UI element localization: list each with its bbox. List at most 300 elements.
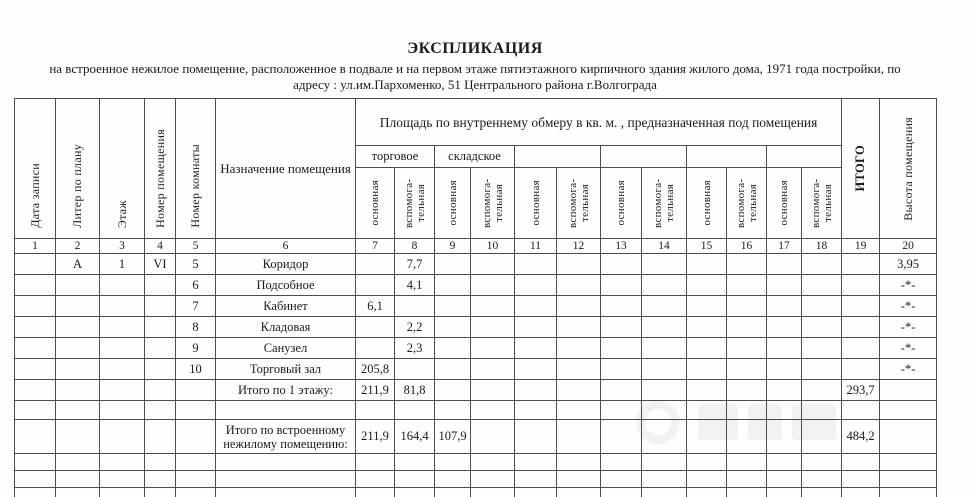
column-number: 1 [15, 239, 56, 254]
header-subcol [395, 168, 435, 239]
table-cell [100, 317, 145, 338]
table-cell [642, 471, 687, 488]
table-cell [145, 488, 176, 497]
table-cell [687, 401, 727, 420]
table-cell: Итого по 1 этажу: [216, 380, 356, 401]
column-number: 13 [601, 239, 642, 254]
table-cell [557, 401, 601, 420]
table-cell [471, 338, 515, 359]
table-cell [515, 454, 557, 471]
header-premise-number-label: Номер помещения [152, 129, 167, 228]
header-subcol [471, 168, 515, 239]
table-cell: 7,7 [395, 254, 435, 275]
table-cell [767, 296, 802, 317]
table-cell [471, 471, 515, 488]
table-cell [356, 317, 395, 338]
table-cell [145, 296, 176, 317]
table-row [15, 401, 937, 420]
table-cell [471, 359, 515, 380]
column-number: 16 [727, 239, 767, 254]
column-number: 6 [216, 239, 356, 254]
table-cell [842, 317, 880, 338]
table-cell [842, 471, 880, 488]
table-cell [15, 471, 56, 488]
column-number: 19 [842, 239, 880, 254]
table-cell [15, 380, 56, 401]
table-cell [802, 420, 842, 454]
table-cell [395, 401, 435, 420]
table-cell [435, 454, 471, 471]
column-number: 4 [145, 239, 176, 254]
header-subcol [435, 168, 471, 239]
table-cell [642, 488, 687, 497]
table-body [15, 254, 937, 497]
table-cell [15, 401, 56, 420]
header-subcol [557, 168, 601, 239]
table-cell [100, 338, 145, 359]
table-cell [767, 471, 802, 488]
table-cell: 2,2 [395, 317, 435, 338]
table-cell [100, 454, 145, 471]
table-cell [802, 380, 842, 401]
table-cell [727, 420, 767, 454]
table-cell [842, 296, 880, 317]
table-cell [435, 471, 471, 488]
header-subcol [642, 168, 687, 239]
table-cell [435, 338, 471, 359]
table-cell [842, 488, 880, 497]
table-cell [15, 296, 56, 317]
table-row [15, 275, 937, 296]
table-cell [515, 380, 557, 401]
table-cell: 164,4 [395, 420, 435, 454]
table-cell [601, 317, 642, 338]
table-cell [687, 359, 727, 380]
table-cell [176, 454, 216, 471]
table-cell [727, 317, 767, 338]
header-total-label: ИТОГО [853, 145, 868, 192]
table-cell [515, 338, 557, 359]
table-cell [727, 488, 767, 497]
header-group-empty-3 [687, 146, 767, 168]
header-liter-column [56, 99, 100, 239]
table-cell [435, 275, 471, 296]
column-number: 3 [100, 239, 145, 254]
table-cell [557, 471, 601, 488]
table-cell [56, 338, 100, 359]
table-cell: 9 [176, 338, 216, 359]
table-cell [356, 401, 395, 420]
header-subcol-label: основная [700, 180, 713, 226]
table-cell [802, 296, 842, 317]
table-cell: 6 [176, 275, 216, 296]
table-cell [56, 380, 100, 401]
table-cell [435, 317, 471, 338]
table-cell [767, 275, 802, 296]
table-cell [601, 420, 642, 454]
header-liter-label: Литер по плану [70, 144, 84, 228]
table-row [15, 254, 937, 275]
table-cell: 4,1 [395, 275, 435, 296]
table-cell [727, 338, 767, 359]
table-cell [145, 338, 176, 359]
table-cell [880, 380, 937, 401]
table-cell: 6,1 [356, 296, 395, 317]
table-cell [601, 296, 642, 317]
table-cell: 10 [176, 359, 216, 380]
header-room-number-label: Номер комнаты [188, 144, 202, 228]
table-cell [642, 275, 687, 296]
table-cell [145, 380, 176, 401]
table-cell: 205,8 [356, 359, 395, 380]
column-number: 14 [642, 239, 687, 254]
table-cell [802, 359, 842, 380]
table-cell [395, 296, 435, 317]
table-cell [557, 317, 601, 338]
table-cell [767, 359, 802, 380]
table-cell [601, 471, 642, 488]
table-cell [471, 296, 515, 317]
table-cell: 2,3 [395, 338, 435, 359]
table-cell [515, 317, 557, 338]
table-cell [176, 471, 216, 488]
table-cell [515, 275, 557, 296]
table-cell [515, 420, 557, 454]
table-cell: -*- [880, 338, 937, 359]
table-header [15, 99, 937, 254]
column-numbers-row [15, 239, 937, 254]
page-subtitle: на встроенное нежилое помещение, расположенное в подвале и на первом этаже пятиэтажного кирпичного здания жилого дома, 1971 года постройки, по адресу : ул.им.Пархоменко, 51 Центрального района г.Волгограда [49, 61, 901, 92]
table-cell [687, 380, 727, 401]
table-cell [100, 296, 145, 317]
table-cell: А [56, 254, 100, 275]
table-cell [557, 296, 601, 317]
table-cell: -*- [880, 296, 937, 317]
table-cell [471, 454, 515, 471]
table-cell: Санузел [216, 338, 356, 359]
table-cell [216, 401, 356, 420]
table-cell [515, 488, 557, 497]
column-number: 15 [687, 239, 727, 254]
header-floor-column [100, 99, 145, 239]
table-cell [642, 359, 687, 380]
table-cell [15, 359, 56, 380]
table-cell [471, 488, 515, 497]
header-subcol-label: вспомога-тельная [402, 178, 427, 228]
explication-table [14, 98, 937, 497]
table-cell [557, 275, 601, 296]
table-cell [557, 254, 601, 275]
table-cell [727, 359, 767, 380]
table-cell [802, 338, 842, 359]
table-cell [842, 254, 880, 275]
table-cell: Кабинет [216, 296, 356, 317]
header-height-column [880, 99, 937, 239]
table-cell [15, 317, 56, 338]
table-cell [802, 471, 842, 488]
table-row [15, 338, 937, 359]
table-cell: -*- [880, 275, 937, 296]
header-subcol-label: основная [778, 180, 790, 226]
header-subcol-label: вспомога-тельная [652, 178, 676, 228]
header-subcol [802, 168, 842, 239]
table-cell [642, 296, 687, 317]
table-cell [356, 471, 395, 488]
table-cell [15, 254, 56, 275]
header-subcol [515, 168, 557, 239]
header-room-number-column [176, 99, 216, 239]
table-cell [176, 420, 216, 454]
column-number: 12 [557, 239, 601, 254]
table-cell [601, 275, 642, 296]
table-cell [727, 275, 767, 296]
header-subcol-label: вспомога-тельная [734, 178, 759, 228]
table-cell [601, 254, 642, 275]
table-cell: Коридор [216, 254, 356, 275]
header-subcol [601, 168, 642, 239]
table-row [15, 380, 937, 401]
header-date-column [15, 99, 56, 239]
table-cell: 293,7 [842, 380, 880, 401]
table-cell [687, 420, 727, 454]
table-cell [842, 401, 880, 420]
table-cell [515, 359, 557, 380]
table-cell [15, 488, 56, 497]
table-cell [15, 338, 56, 359]
table-cell [727, 296, 767, 317]
header-subcol-label: основная [446, 180, 459, 226]
table-cell [435, 401, 471, 420]
table-cell [145, 471, 176, 488]
table-cell [601, 401, 642, 420]
column-number: 11 [515, 239, 557, 254]
table-cell [176, 488, 216, 497]
table-cell [880, 471, 937, 488]
table-cell [56, 471, 100, 488]
table-cell: 484,2 [842, 420, 880, 454]
table-cell [767, 454, 802, 471]
table-cell [145, 359, 176, 380]
table-cell: 8 [176, 317, 216, 338]
table-cell [601, 488, 642, 497]
column-number: 10 [471, 239, 515, 254]
table-cell [356, 254, 395, 275]
table-cell [880, 454, 937, 471]
table-cell [727, 471, 767, 488]
table-cell: Итого по встроенному нежилому помещению: [216, 420, 356, 454]
table-cell: 211,9 [356, 380, 395, 401]
table-cell [557, 380, 601, 401]
table-cell [687, 471, 727, 488]
table-cell [471, 275, 515, 296]
table-cell [601, 338, 642, 359]
table-cell [100, 401, 145, 420]
table-cell: Подсобное [216, 275, 356, 296]
table-cell [687, 296, 727, 317]
header-group-trade: торговое [356, 146, 435, 168]
header-group-empty-1 [515, 146, 601, 168]
table-cell [642, 254, 687, 275]
table-cell [767, 380, 802, 401]
table-cell [557, 454, 601, 471]
table-cell [842, 338, 880, 359]
column-number: 2 [56, 239, 100, 254]
table-cell [842, 359, 880, 380]
table-cell [56, 359, 100, 380]
table-cell [687, 454, 727, 471]
header-subcol-label: основная [615, 180, 627, 226]
table-cell [767, 420, 802, 454]
table-cell: 7 [176, 296, 216, 317]
table-cell [880, 488, 937, 497]
table-cell [842, 454, 880, 471]
table-cell [145, 454, 176, 471]
table-cell [176, 401, 216, 420]
table-cell [687, 317, 727, 338]
table-cell [100, 359, 145, 380]
table-cell [802, 488, 842, 497]
table-cell [880, 420, 937, 454]
table-cell [601, 454, 642, 471]
table-cell [767, 338, 802, 359]
table-cell [395, 471, 435, 488]
table-cell [687, 254, 727, 275]
table-cell [471, 380, 515, 401]
table-cell [356, 338, 395, 359]
table-cell [56, 420, 100, 454]
header-total-column [842, 99, 880, 239]
table-cell [145, 317, 176, 338]
table-cell [15, 454, 56, 471]
table-row [15, 420, 937, 454]
column-number: 20 [880, 239, 937, 254]
table-cell [601, 380, 642, 401]
table-cell [727, 254, 767, 275]
table-row [15, 471, 937, 488]
header-subcol-label: основная [369, 180, 381, 226]
table-cell [56, 401, 100, 420]
table-cell [642, 401, 687, 420]
column-number: 17 [767, 239, 802, 254]
header-height-label: Высота помещения [900, 116, 915, 221]
table-cell [145, 401, 176, 420]
table-row [15, 488, 937, 497]
column-number: 5 [176, 239, 216, 254]
table-cell [176, 380, 216, 401]
table-cell [100, 420, 145, 454]
table-cell [727, 380, 767, 401]
header-subcol-label: вспомога-тельная [480, 178, 505, 228]
table-cell [56, 488, 100, 497]
column-number: 8 [395, 239, 435, 254]
table-cell: 1 [100, 254, 145, 275]
table-cell [15, 420, 56, 454]
table-cell [356, 488, 395, 497]
table-cell [687, 275, 727, 296]
column-number: 9 [435, 239, 471, 254]
header-group-storage: складское [435, 146, 515, 168]
table-cell [802, 254, 842, 275]
header-subcol-label: вспомога-тельная [809, 178, 834, 228]
table-cell [557, 488, 601, 497]
table-cell [395, 359, 435, 380]
table-cell [100, 488, 145, 497]
table-cell [642, 380, 687, 401]
table-cell [767, 317, 802, 338]
table-cell [356, 275, 395, 296]
table-cell [216, 471, 356, 488]
table-cell [395, 454, 435, 471]
header-date-label: Дата записи [27, 163, 42, 228]
page-title: ЭКСПЛИКАЦИЯ [407, 40, 543, 57]
header-premise-number-column [145, 99, 176, 239]
table-cell [557, 420, 601, 454]
table-cell [216, 488, 356, 497]
header-purpose-column: Назначение помещения [216, 99, 356, 239]
table-cell [56, 275, 100, 296]
table-cell: 107,9 [435, 420, 471, 454]
table-cell [435, 296, 471, 317]
table-cell [471, 401, 515, 420]
table-cell [802, 401, 842, 420]
table-cell [56, 317, 100, 338]
column-number: 7 [356, 239, 395, 254]
table-cell: Кладовая [216, 317, 356, 338]
table-cell [145, 275, 176, 296]
header-subcol [727, 168, 767, 239]
header-subcol [767, 168, 802, 239]
header-floor-label: Этаж [114, 199, 129, 228]
table-cell [767, 488, 802, 497]
header-subcol-label: основная [529, 180, 542, 226]
document-header [14, 40, 936, 93]
table-cell: 211,9 [356, 420, 395, 454]
column-number: 18 [802, 239, 842, 254]
table-cell [767, 254, 802, 275]
table-row [15, 296, 937, 317]
table-cell: -*- [880, 317, 937, 338]
table-cell: VI [145, 254, 176, 275]
table-cell [56, 454, 100, 471]
table-cell [842, 275, 880, 296]
table-cell: 3,95 [880, 254, 937, 275]
table-cell [471, 254, 515, 275]
table-row [15, 317, 937, 338]
table-cell [557, 338, 601, 359]
header-area-group: Площадь по внутреннему обмеру в кв. м. , предназначенная под помещения [356, 99, 842, 146]
table-cell [727, 401, 767, 420]
table-cell [802, 317, 842, 338]
table-cell [15, 275, 56, 296]
table-cell [435, 488, 471, 497]
table-cell [687, 338, 727, 359]
table-cell [642, 420, 687, 454]
table-cell: 5 [176, 254, 216, 275]
table-cell [515, 296, 557, 317]
table-cell [601, 359, 642, 380]
table-cell [216, 454, 356, 471]
table-cell [100, 275, 145, 296]
table-cell [642, 317, 687, 338]
table-cell: 81,8 [395, 380, 435, 401]
table-cell [145, 420, 176, 454]
table-cell [880, 401, 937, 420]
header-subcol-label: вспомога-тельная [566, 178, 591, 228]
table-cell [100, 380, 145, 401]
table-cell [727, 454, 767, 471]
header-subcol [687, 168, 727, 239]
table-cell [435, 380, 471, 401]
